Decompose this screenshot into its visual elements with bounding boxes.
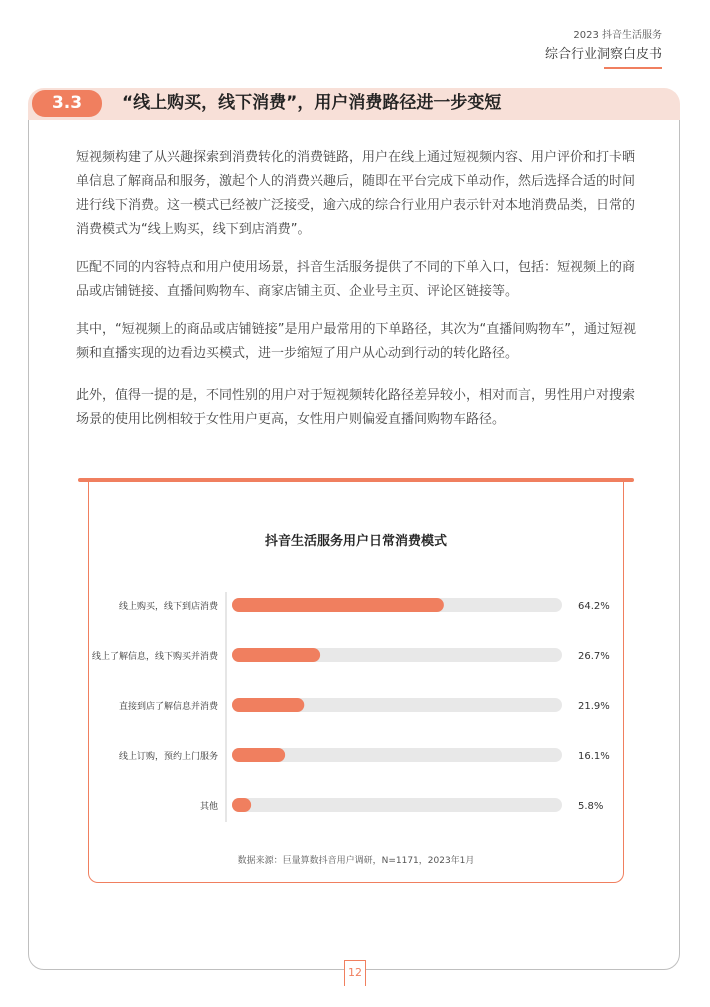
bar-value-label: 26.7% xyxy=(578,651,610,662)
bar-value-label: 5.8% xyxy=(578,801,604,812)
bar-fill xyxy=(232,748,285,762)
bar-track xyxy=(232,798,562,812)
bar-category-label: 直接到店了解信息并消费 xyxy=(118,702,218,712)
bar-fill xyxy=(232,698,304,712)
header-report-title: 综合行业洞察白皮书 xyxy=(544,47,662,62)
header-report-year: 2023 抖音生活服务 xyxy=(573,30,662,41)
bar-value-label: 64.2% xyxy=(578,601,610,612)
bar-category-label: 线上购买，线下到店消费 xyxy=(118,602,218,612)
bar-category-label: 线上了解信息，线下购买并消费 xyxy=(91,652,218,662)
bar-category-label: 线上订购，预约上门服务 xyxy=(118,752,218,762)
body-paragraph-2: 匹配不同的内容特点和用户使用场景，抖音生活服务提供了不同的下单入口，包括：短视频上的商品或店铺链接、直播间购物车、商家店铺主页、企业号主页、评论区链接等。 xyxy=(76,260,636,299)
bar-value-label: 16.1% xyxy=(578,751,610,762)
chart-source-note: 数据来源：巨量算数抖音用户调研，N=1171，2023年1月 xyxy=(237,856,475,866)
section-number-badge: 3.3 xyxy=(32,90,102,117)
bar-fill xyxy=(232,648,320,662)
section-title: “线上购买，线下消费”，用户消费路径进一步变短 xyxy=(122,93,502,113)
header-accent-line xyxy=(604,67,662,69)
body-paragraph-4: 此外，值得一提的是，不同性别的用户对于短视频转化路径差异较小，相对而言，男性用户对搜索场景的使用比例相较于女性用户更高，女性用户则偏爱直播间购物车路径。 xyxy=(76,388,636,427)
chart-title: 抖音生活服务用户日常消费模式 xyxy=(264,534,447,549)
page-number: 12 xyxy=(348,966,362,979)
bar-fill xyxy=(232,598,444,612)
body-paragraph-3: 其中，“短视频上的商品或店铺链接”是用户最常用的下单路径，其次为“直播间购物车”，通过短视频和直播实现的边看边买模式，进一步缩短了用户从心动到行动的转化路径。 xyxy=(76,322,636,361)
bar-value-label: 21.9% xyxy=(578,701,610,712)
bar-category-label: 其他 xyxy=(199,802,218,812)
bar-fill xyxy=(232,798,251,812)
bar-chart xyxy=(88,590,624,835)
body-paragraph-1: 短视频构建了从兴趣探索到消费转化的消费链路，用户在线上通过短视频内容、用户评价和打卡晒单信息了解商品和服务，激起个人的消费兴趣后，随即在平台完成下单动作，然后选择合适的时间进行线下消费。这一模式已经被广泛接受，逾六成的综合行业用户表示针对本地消费品类，日常的消费模式为“线上购买，线下到店消费”。 xyxy=(76,150,636,237)
